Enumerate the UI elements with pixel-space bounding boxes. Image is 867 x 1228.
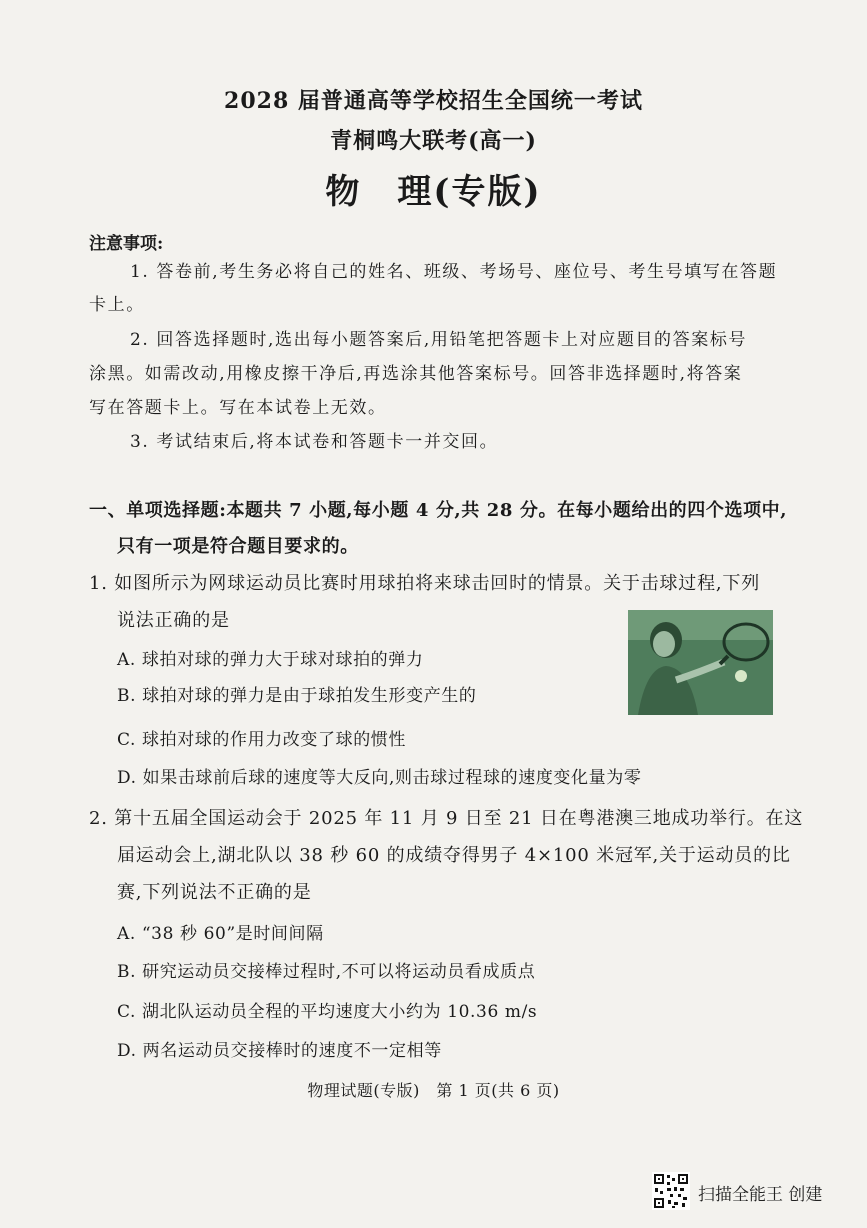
question-2-option-b: B. 研究运动员交接棒过程时,不可以将运动员看成质点: [117, 962, 536, 982]
question-1-option-c: C. 球拍对球的作用力改变了球的惯性: [117, 730, 407, 750]
notice-line: 1. 答卷前,考生务必将自己的姓名、班级、考场号、座位号、考生号填写在答题: [130, 262, 778, 282]
question-1-stem-cont: 说法正确的是: [117, 610, 230, 631]
question-2-option-a: A. “38 秒 60”是时间间隔: [117, 924, 324, 944]
notice-line: 2. 回答选择题时,选出每小题答案后,用铅笔把答题卡上对应题目的答案标号: [130, 330, 748, 350]
tennis-player-illustration: [628, 610, 773, 715]
notice-line: 卡上。: [89, 295, 145, 315]
question-2-stem: 2. 第十五届全国运动会于 2025 年 11 月 9 日至 21 日在粤港澳三地成功举行。在这: [89, 808, 804, 829]
qr-code-icon: [652, 1172, 690, 1210]
exam-subtitle: 青桐鸣大联考(高一): [330, 128, 537, 154]
question-2-option-d: D. 两名运动员交接棒时的速度不一定相等: [117, 1041, 442, 1061]
subject-title: 物 理(专版): [325, 172, 542, 212]
question-2-stem-cont: 届运动会上,湖北队以 38 秒 60 的成绩夺得男子 4×100 米冠军,关于运动员的比: [117, 845, 791, 866]
question-1-option-a: A. 球拍对球的弹力大于球对球拍的弹力: [117, 650, 424, 670]
section-heading-cont: 只有一项是符合题目要求的。: [117, 536, 359, 557]
question-1-option-d: D. 如果击球前后球的速度等大反向,则击球过程球的速度变化量为零: [117, 768, 642, 788]
tennis-player-photo: [628, 610, 773, 715]
notice-line: 涂黑。如需改动,用橡皮擦干净后,再选涂其他答案标号。回答非选择题时,将答案: [89, 364, 743, 384]
question-1-stem: 1. 如图所示为网球运动员比赛时用球拍将来球击回时的情景。关于击球过程,下列: [89, 573, 761, 594]
page-footer: 物理试题(专版) 第 1 页(共 6 页): [307, 1081, 560, 1100]
notice-line: 3. 考试结束后,将本试卷和答题卡一并交回。: [130, 432, 499, 452]
section-heading: 一、单项选择题:本题共 7 小题,每小题 4 分,共 28 分。在每小题给出的四个选项中,: [89, 500, 788, 521]
question-2-stem-cont: 赛,下列说法不正确的是: [117, 882, 312, 903]
scanner-watermark: 扫描全能王 创建: [698, 1185, 823, 1205]
question-2-option-c: C. 湖北队运动员全程的平均速度大小约为 10.36 m/s: [117, 1002, 538, 1022]
notice-line: 写在答题卡上。写在本试卷上无效。: [89, 398, 387, 418]
exam-title: 2028 届普通高等学校招生全国统一考试: [224, 88, 643, 114]
notice-heading: 注意事项:: [89, 234, 164, 254]
question-1-option-b: B. 球拍对球的弹力是由于球拍发生形变产生的: [117, 686, 477, 706]
